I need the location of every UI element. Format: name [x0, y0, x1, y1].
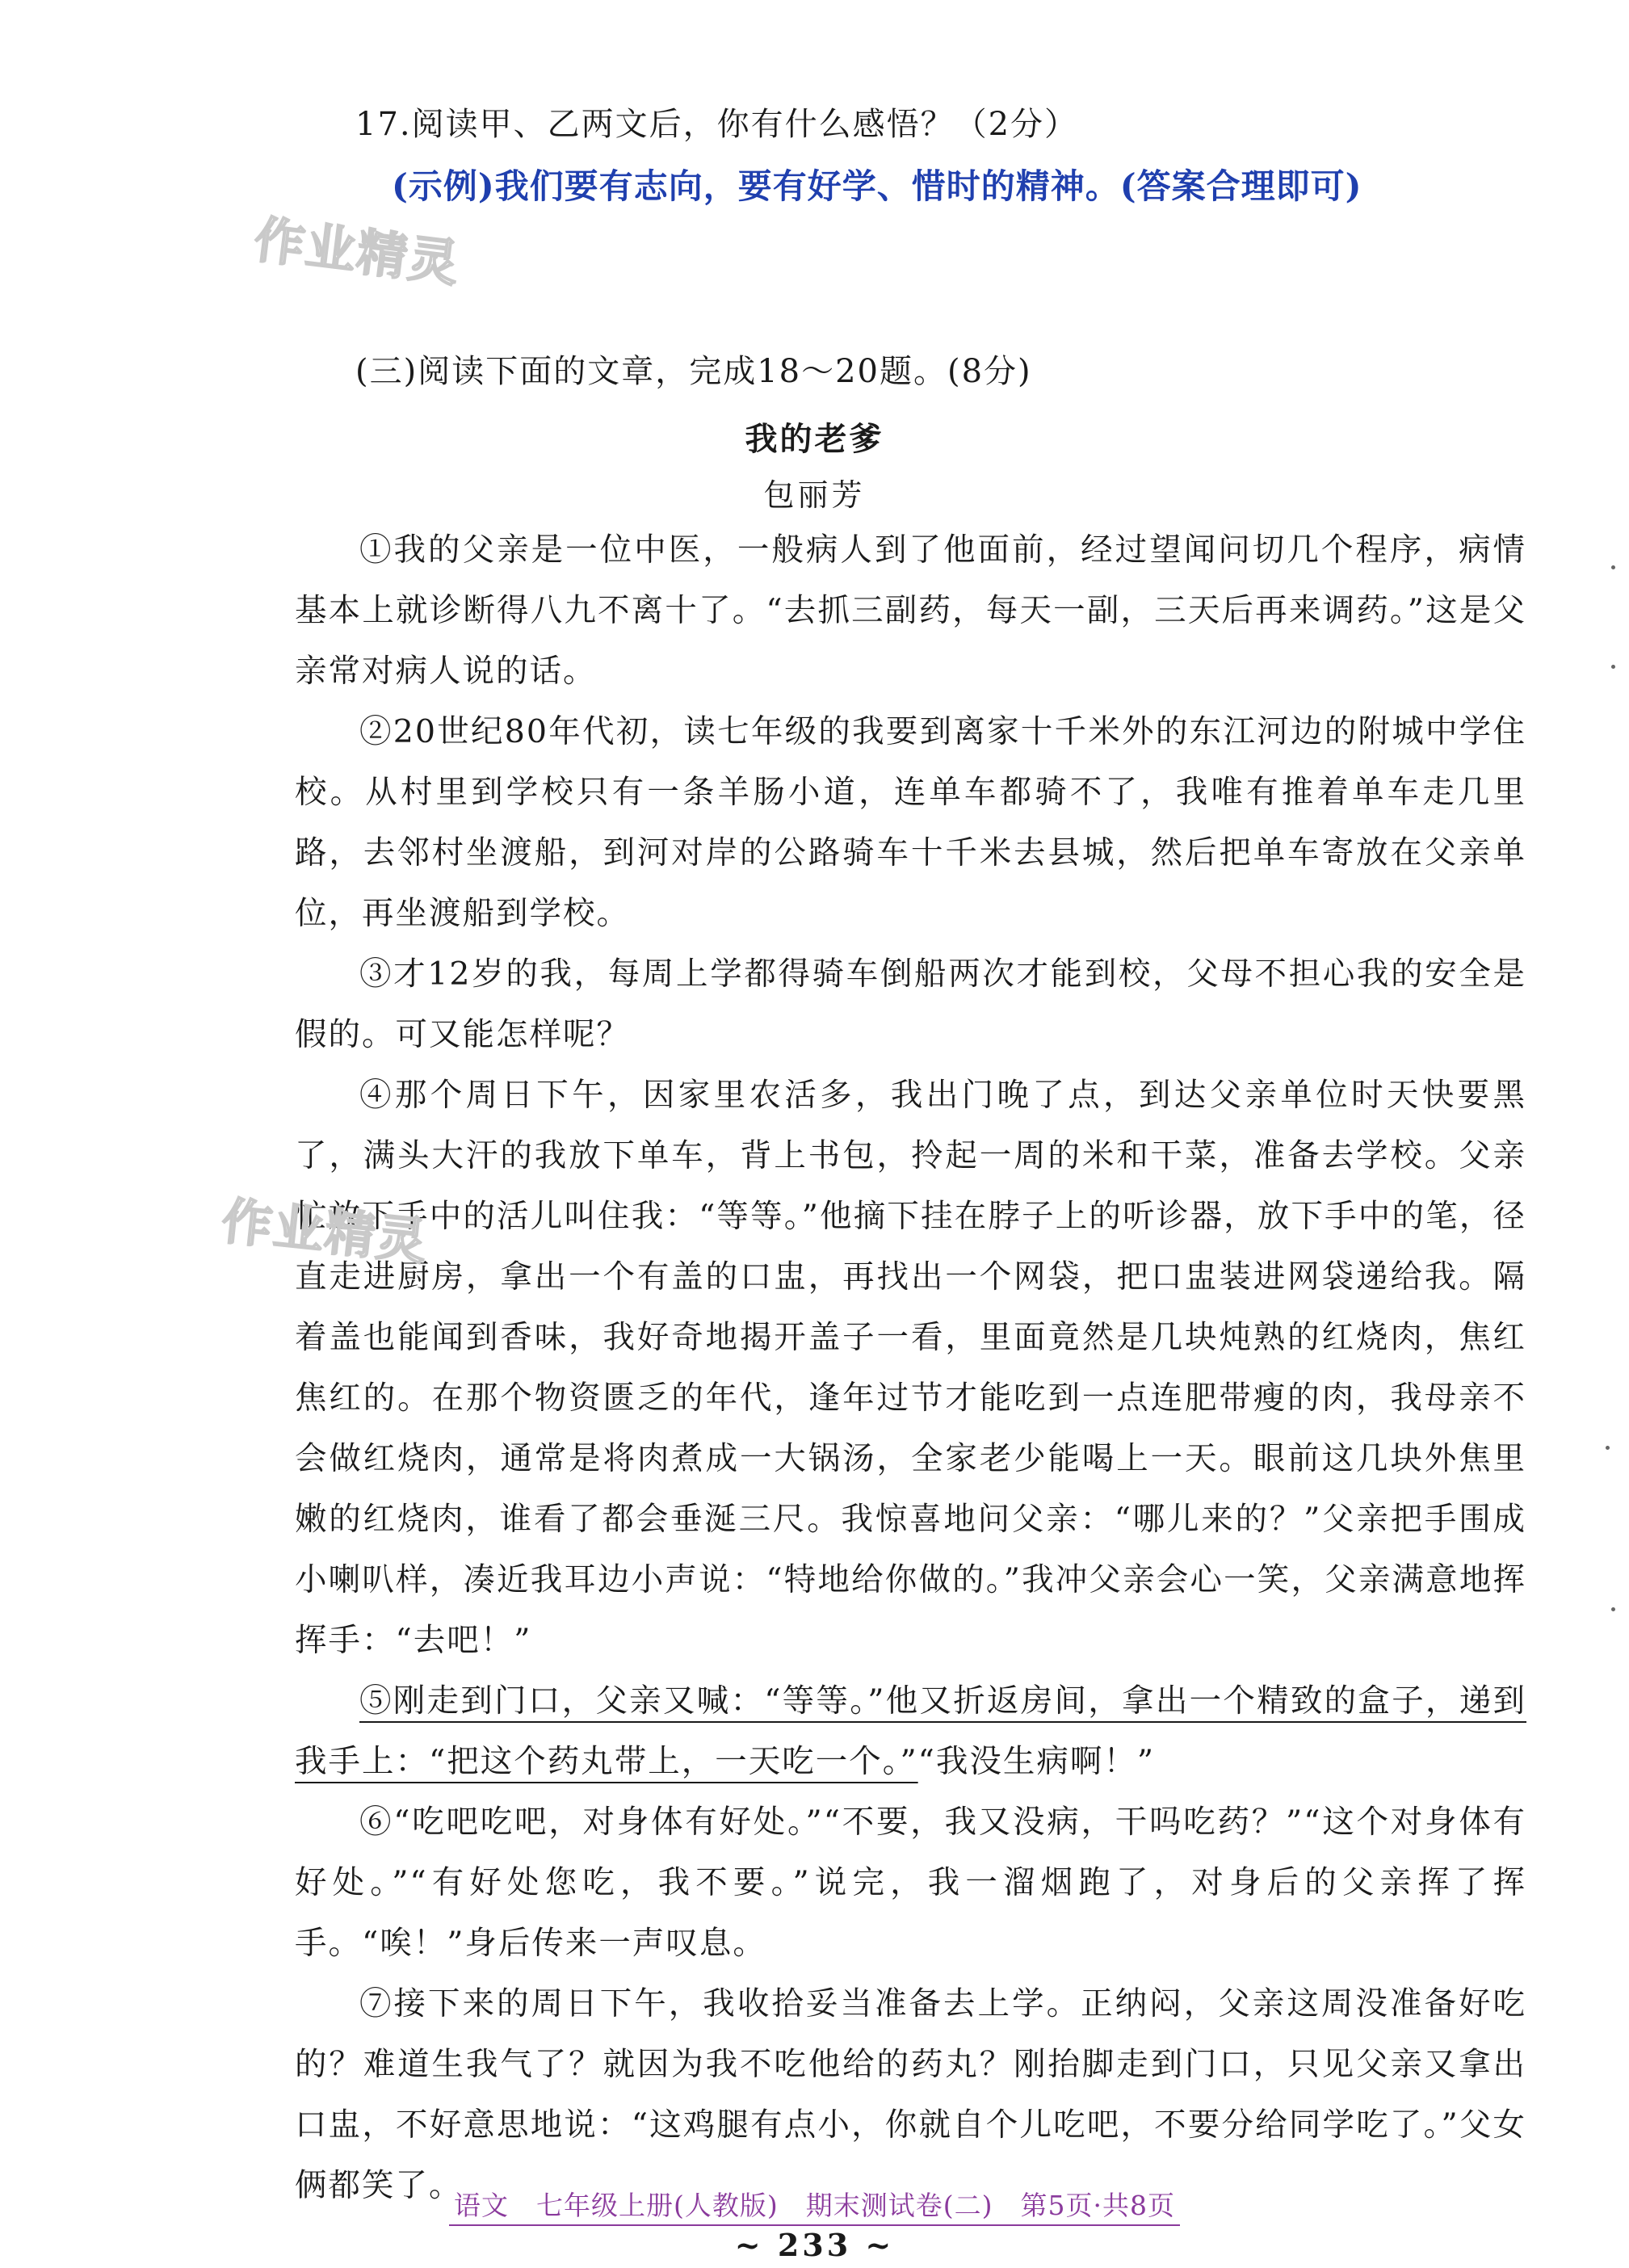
paragraph-2: ②20世纪80年代初，读七年级的我要到离家十千米外的东江河边的附城中学住校。从村里到学校只有一条羊肠小道，连单车都骑不了，我唯有推着单车走几里路，去邻村坐渡船，到河对岸的公路骑车十千米去县城，然后把单车寄放在父亲单位，再坐渡船到学校。 [295, 713, 1526, 932]
paragraph-3: ③才12岁的我，每周上学都得骑车倒船两次才能到校，父母不担心我的安全是假的。可又能怎样呢？ [295, 956, 1526, 1053]
section-intro: (三)阅读下面的文章，完成18～20题。(8分) [355, 353, 1032, 390]
paragraph-6: ⑥“吃吧吃吧，对身体有好处。”“不要，我又没病，干吗吃药？”“这个对身体有好处。”“有好处您吃，我不要。”说完，我一溜烟跑了，对身后的父亲挥了挥手。“唉！”身后传来一声叹息。 [295, 1804, 1526, 1962]
essay-title: 我的老爹 [745, 420, 884, 458]
paragraph-5 [295, 1671, 1526, 1792]
scan-speck [1611, 565, 1615, 569]
watermark-logo: 作业精灵 [219, 1191, 431, 1272]
scan-speck [1611, 1607, 1615, 1611]
underlined-sentence: ⑤刚走到门口，父亲又喊：“等等。”他又折返房间，拿出一个精致的盒子，递到我手上：“把这个药丸带上，一天吃一个。” [295, 1682, 1526, 1780]
paragraph-4: ④那个周日下午，因家里农活多，我出门晚了点，到达父亲单位时天快要黑了，满头大汗的我放下单车，背上书包，拎起一周的米和干菜，准备去学校。父亲忙放下手中的活儿叫住我：“等等。”他摘下挂在脖子上的听诊器，放下手中的笔，径直走进厨房，拿出一个有盖的口盅，再找出一个网袋，把口盅装进网袋递给我。隔着盖也能闻到香味，我好奇地揭开盖子一看，里面竟然是几块炖熟的红烧肉，焦红焦红的。在那个物资匮乏的年代，逢年过节才能吃到一点连肥带瘦的肉，我母亲不会做红烧肉，通常是将肉煮成一大锅汤，全家老少能喝上一天。眼前这几块外焦里嫩的红烧肉，谁看了都会垂涎三尺。我惊喜地问父亲：“哪儿来的？”父亲把手围成小喇叭样，凑近我耳边小声说：“特地给你做的。”我冲父亲会心一笑，父亲满意地挥挥手：“去吧！” [295, 1077, 1526, 1659]
question-17-prompt: 17.阅读甲、乙两文后，你有什么感悟？（2分） [355, 106, 1079, 143]
paragraph-5-rest: “我没生病啊！” [917, 1743, 1156, 1780]
watermark-logo: 作业精灵 [250, 209, 464, 294]
paragraph-7: ⑦接下来的周日下午，我收拾妥当准备去上学。正纳闷，父亲这周没准备好吃的？难道生我气了？就因为我不吃他给的药丸？刚抬脚走到门口，只见父亲又拿出口盅，不好意思地说：“这鸡腿有点小，你就自个儿吃吧，不要分给同学吃了。”父女俩都笑了。 [295, 1985, 1526, 2204]
essay-author: 包丽芳 [763, 477, 866, 513]
scan-speck [1611, 665, 1615, 669]
footer-info: 语文 七年级上册(人教版) 期末测试卷(二) 第5页·共8页 [449, 2190, 1180, 2226]
paragraph-1: ①我的父亲是一位中医，一般病人到了他面前，经过望闻问切几个程序，病情基本上就诊断得八九不离十了。“去抓三副药，每天一副，三天后再来调药。”这是父亲常对病人说的话。 [295, 531, 1526, 690]
page-footer [0, 2185, 1629, 2223]
page-number: ~ 233 ~ [734, 2227, 895, 2263]
essay-body [295, 520, 1526, 2216]
scan-speck [1606, 1446, 1610, 1450]
question-17-answer: (示例)我们要有志向，要有好学、惜时的精神。(答案合理即可) [392, 166, 1362, 206]
